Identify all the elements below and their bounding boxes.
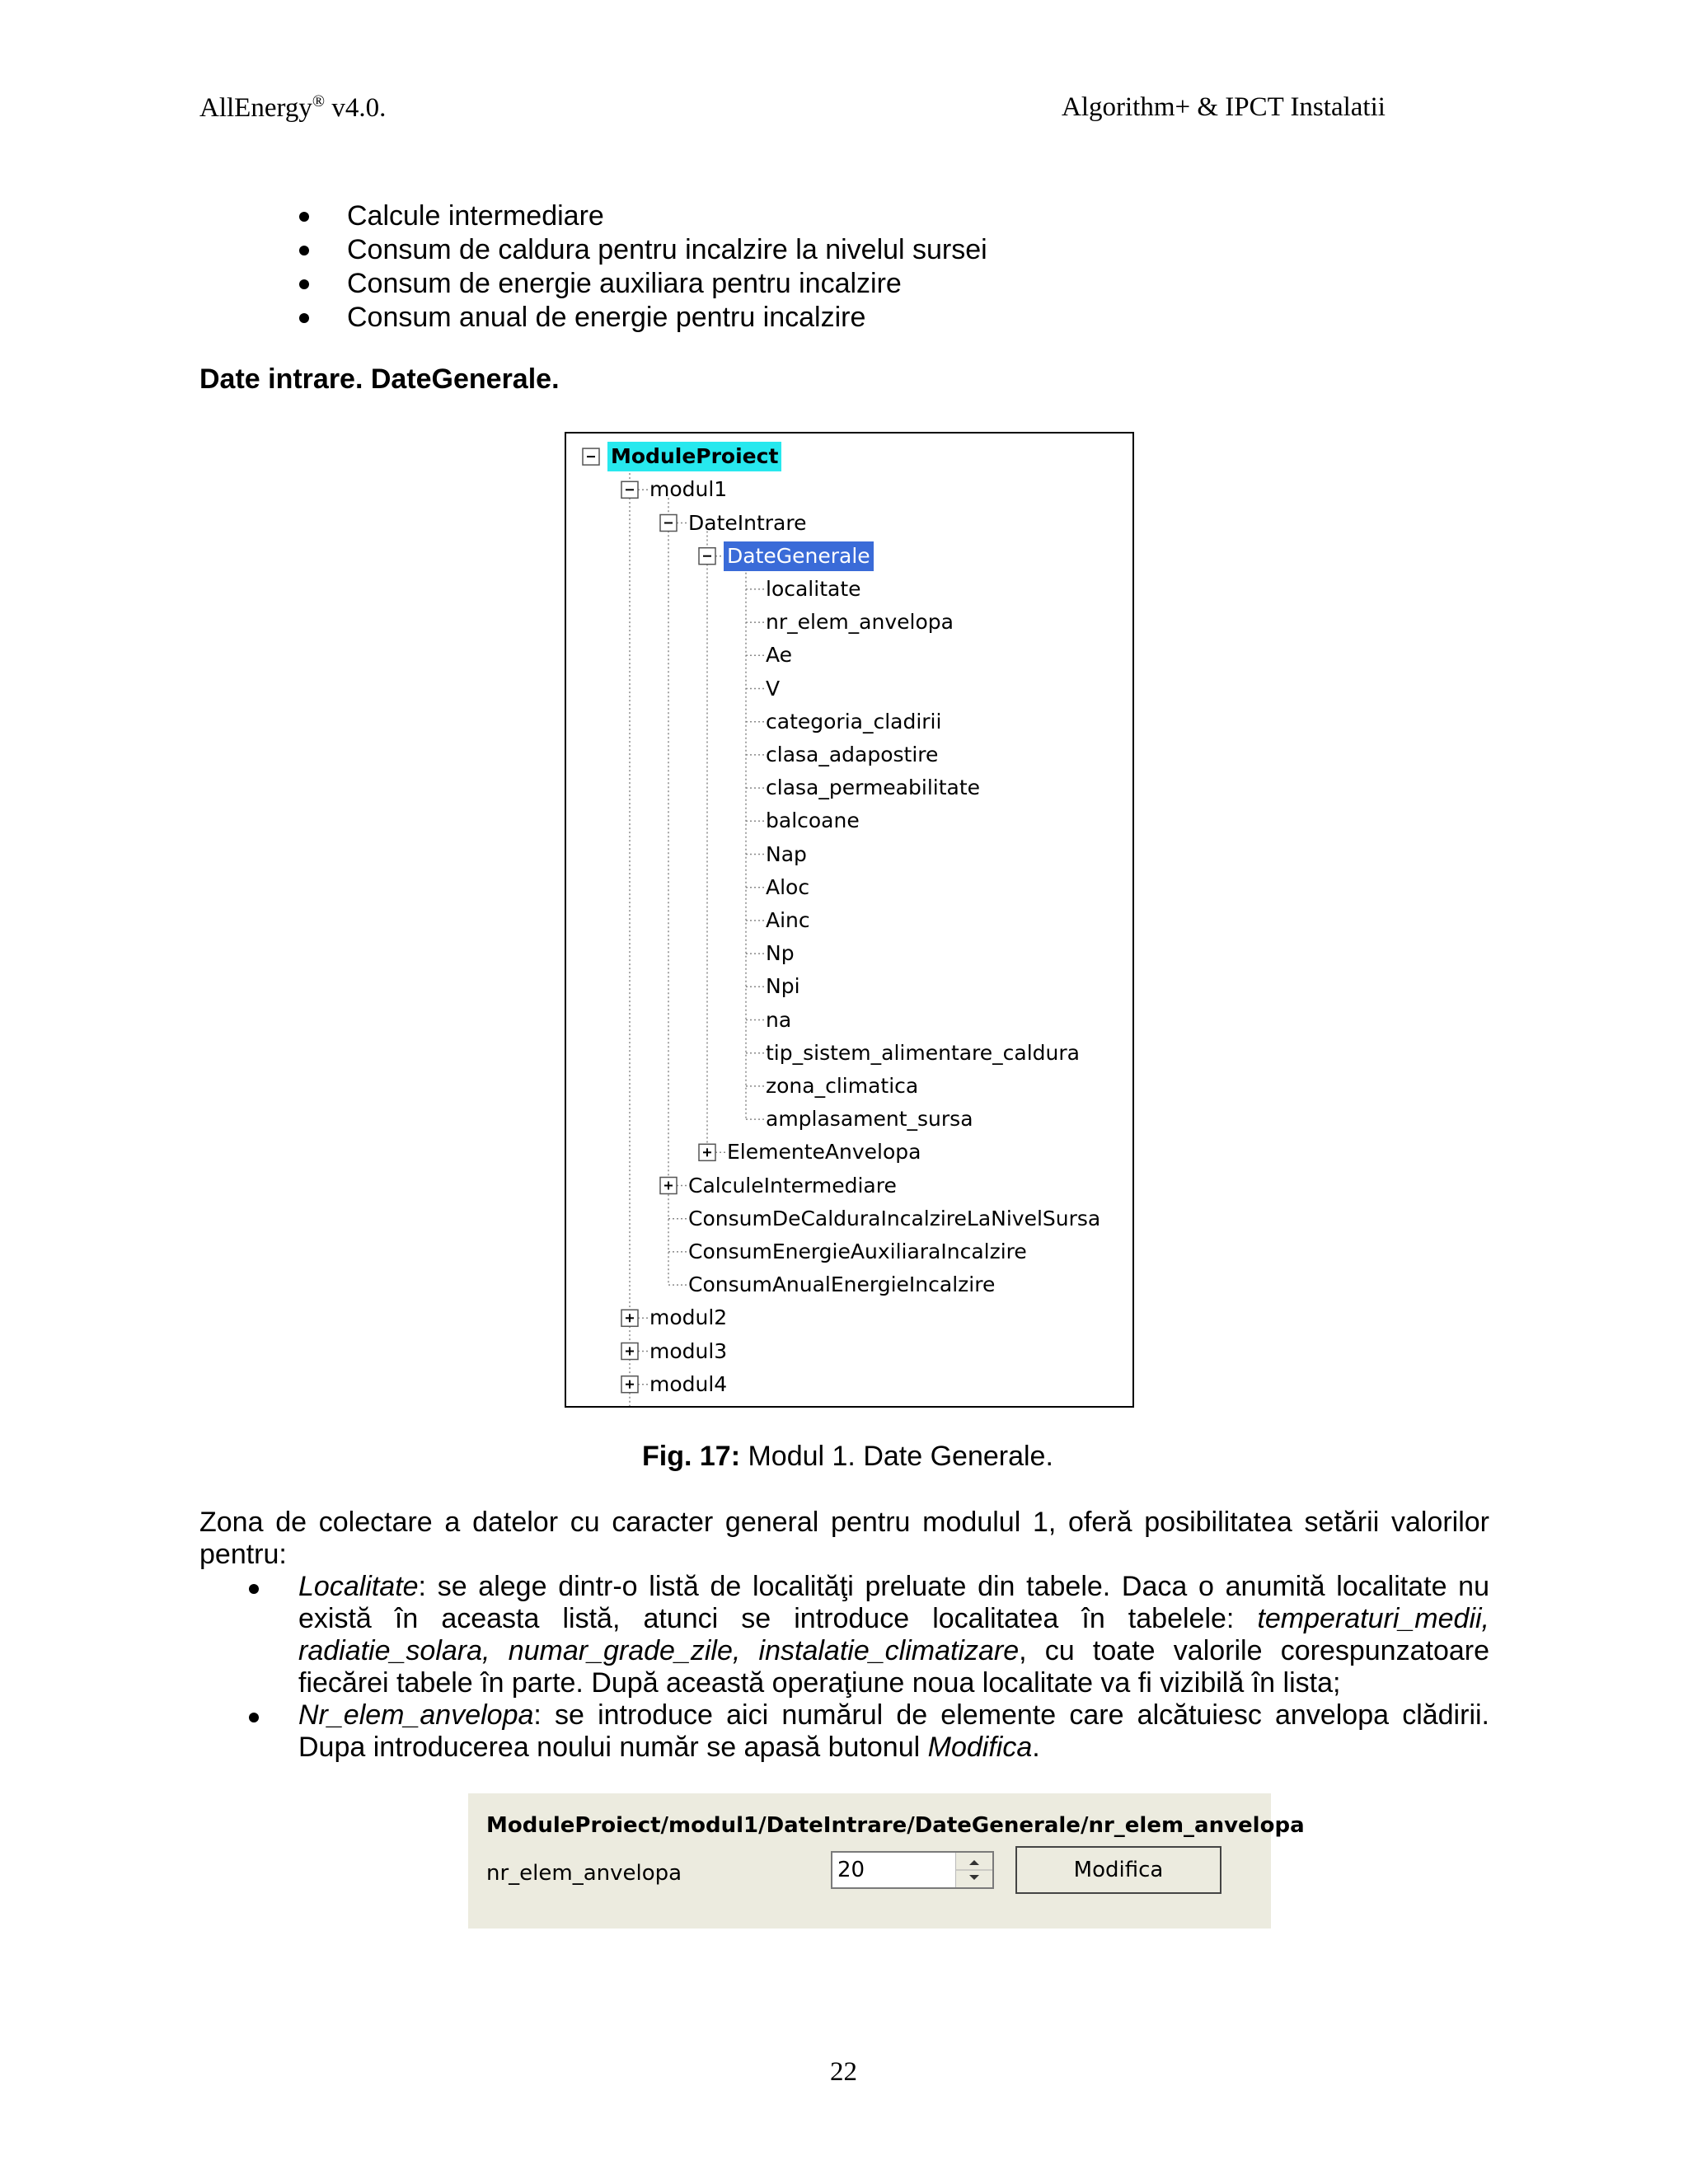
tree-node[interactable]: zona_climatica (766, 1073, 919, 1098)
tree-node[interactable]: modul3 (649, 1338, 728, 1363)
up-down-arrows-icon[interactable] (956, 1853, 992, 1887)
bullet-dot (249, 1584, 259, 1594)
modifica-button[interactable]: Modifica (1015, 1846, 1221, 1894)
tree-node[interactable]: balcoane (766, 808, 860, 833)
localitate-text: : se alege dintr-o listă de localităţi preluate din tabele. Daca o anumită localitate nu există în aceasta listă, atunci se introduce localitatea în tabelele: (298, 1571, 1489, 1634)
tree-node[interactable]: ElementeAnvelopa (727, 1140, 921, 1165)
tree-node[interactable]: localitate (766, 576, 861, 601)
tree-node[interactable]: clasa_adapostire (766, 742, 939, 766)
running-header-right: Algorithm+ & IPCT Instalatii (1062, 92, 1386, 122)
bullet-dot (299, 313, 309, 323)
module-tree-view[interactable] (565, 432, 1134, 1408)
localitate-description (298, 1571, 1489, 1699)
tree-node[interactable]: nr_elem_anvelopa (766, 610, 954, 635)
bullet-dot (299, 212, 309, 222)
tree-node[interactable]: clasa_permeabilitate (766, 776, 981, 800)
nr-elem-anvelopa-panel (468, 1793, 1305, 1929)
nr-elem-description (298, 1699, 1489, 1764)
list-item: Consum de caldura pentru incalzire la nivelul sursei (347, 234, 987, 265)
product-name: AllEnergy (199, 93, 312, 123)
tree-node[interactable]: Aloc (766, 874, 810, 899)
tree-node[interactable]: DateIntrare (688, 510, 807, 535)
expand-toggle-icon[interactable] (621, 1376, 638, 1393)
bullet-dot (249, 1713, 259, 1722)
tree-node[interactable]: Ainc (766, 907, 810, 932)
figure-caption-text: Modul 1. Date Generale. (740, 1441, 1053, 1472)
expand-toggle-icon[interactable] (660, 1178, 677, 1194)
stepper-value[interactable]: 20 (837, 1858, 865, 1882)
list-item: Calcule intermediare (347, 200, 604, 232)
tree-node[interactable]: V (766, 676, 781, 701)
modifica-reference: Modifica (927, 1732, 1033, 1763)
tree-node[interactable]: Nap (766, 841, 807, 866)
tree-node[interactable]: ConsumAnualEnergieIncalzire (688, 1272, 996, 1297)
page-number: 22 (830, 2057, 857, 2087)
running-header-left (199, 92, 386, 124)
tree-node[interactable]: na (766, 1007, 792, 1032)
tree-node[interactable]: amplasament_sursa (766, 1107, 973, 1132)
nr-elem-text-end: . (1032, 1732, 1040, 1763)
tree-node[interactable]: Ae (766, 643, 793, 668)
tree-node[interactable]: DateGenerale (724, 541, 874, 571)
nr-elem-text: : se introduce aici numărul de elemente care alcătuiesc anvelopa clădirii. Dupa introducerea noului număr se apasă butonul (298, 1699, 1489, 1763)
tree-node[interactable]: ConsumEnergieAuxiliaraIncalzire (688, 1239, 1027, 1263)
collapse-toggle-icon[interactable] (583, 448, 599, 465)
tree-node[interactable]: Np (766, 941, 795, 966)
tree-node[interactable]: categoria_cladirii (766, 709, 942, 733)
nr-elem-term: Nr_elem_anvelopa (298, 1699, 534, 1731)
localitate-text-end: , cu toate valorile corespunzatoare fiecărei tabele în parte. După această operaţiune noua localitate va fi vizibilă în lista; (298, 1635, 1489, 1699)
nr-elem-anvelopa-label: nr_elem_anvelopa (486, 1861, 682, 1886)
tree-node[interactable]: tip_sistem_alimentare_caldura (766, 1040, 1080, 1065)
tree-node[interactable]: ModuleProiect (607, 442, 781, 471)
bullet-dot (299, 279, 309, 289)
section-heading: Date intrare. DateGenerale. (199, 363, 560, 395)
list-item: Consum de energie auxiliara pentru incalzire (347, 268, 902, 299)
bullet-dot (299, 246, 309, 255)
localitate-term: Localitate (298, 1571, 419, 1602)
collapse-toggle-icon[interactable] (621, 481, 638, 498)
panel-path-title: ModuleProiect/modul1/DateIntrare/DateGenerale/nr_elem_anvelopa (486, 1813, 1305, 1838)
tree-node[interactable]: ConsumDeCalduraIncalzireLaNivelSursa (688, 1206, 1101, 1230)
expand-toggle-icon[interactable] (621, 1310, 638, 1326)
list-item: Consum anual de energie pentru incalzire (347, 302, 866, 333)
nr-elem-anvelopa-stepper[interactable] (831, 1851, 994, 1889)
registered-mark: ® (312, 92, 326, 110)
expand-toggle-icon[interactable] (699, 1144, 715, 1160)
tree-node[interactable]: modul2 (649, 1305, 728, 1330)
product-version: v4.0. (325, 93, 387, 123)
collapse-toggle-icon[interactable] (660, 515, 677, 532)
intro-paragraph: Zona de colectare a datelor cu caracter general pentru modulul 1, oferă posibilitatea setării valorilor pentru: (199, 1507, 1489, 1570)
localitate-tables: temperaturi_medii, radiatie_solara, numar_grade_zile, instalatie_climatizare (298, 1603, 1489, 1666)
tree-node[interactable]: modul1 (649, 477, 728, 502)
stepper-arrows[interactable] (955, 1853, 992, 1887)
figure-caption (642, 1441, 1053, 1473)
tree-node[interactable]: CalculeIntermediare (688, 1173, 897, 1197)
tree-node[interactable]: modul4 (649, 1371, 728, 1396)
collapse-toggle-icon[interactable] (699, 548, 715, 565)
tree-node[interactable]: Npi (766, 974, 800, 999)
expand-toggle-icon[interactable] (621, 1343, 638, 1360)
figure-caption-label: Fig. 17: (642, 1441, 741, 1472)
